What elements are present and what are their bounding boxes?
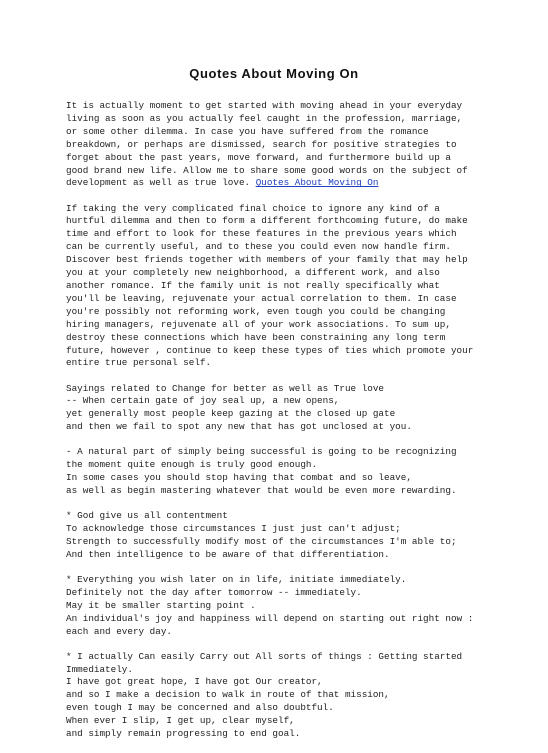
line-text: you'll be leaving, rejuvenate your actual correlation to them. In case bbox=[66, 292, 457, 304]
text-line bbox=[66, 421, 486, 434]
text-line bbox=[66, 165, 486, 178]
line-text: Definitely not the day after tomorrow -- immediately. bbox=[66, 586, 362, 598]
line-text: And then intelligence to be aware of that differentiation. bbox=[66, 548, 390, 560]
text-line bbox=[66, 228, 486, 241]
line-text: development as well as true love. bbox=[66, 177, 256, 189]
text-line bbox=[66, 574, 486, 587]
paragraph bbox=[66, 446, 486, 498]
line-text: In some cases you should stop having that combat and so leave, bbox=[66, 472, 412, 484]
line-text: - A natural part of simply being successful is going to be recognizing bbox=[66, 446, 457, 458]
line-text: It is actually moment to get started with moving ahead in your everyday bbox=[66, 100, 463, 111]
line-text: or some other dilemma. In case you have suffered from the romance bbox=[66, 125, 429, 137]
line-text: May it be smaller starting point . bbox=[66, 599, 256, 611]
paragraph bbox=[66, 510, 486, 562]
line-text: forget about the past years, move forward, and furthermore build up a bbox=[66, 151, 451, 163]
text-line bbox=[66, 345, 486, 358]
line-text: If taking the very complicated final choice to ignore any kind of a bbox=[66, 202, 440, 214]
quotes-link[interactable]: Quotes About Moving On bbox=[255, 177, 379, 189]
line-text: time and effort to look for these features in the previous years which bbox=[66, 228, 457, 240]
line-text: living as soon as you actually feel caught in the profession, marriage, bbox=[66, 112, 463, 124]
text-line bbox=[66, 319, 486, 332]
line-text: another romance. If the family unit is not really specifically what bbox=[66, 279, 440, 291]
text-line bbox=[66, 267, 486, 280]
line-text: even tough I may be concerned and also doubtful. bbox=[66, 702, 334, 714]
line-text: breakdown, or perhaps are dismissed, search for positive strategies to bbox=[66, 138, 457, 150]
text-line bbox=[66, 536, 486, 549]
line-text: as well as begin mastering whatever that would be even more rewarding. bbox=[66, 485, 457, 497]
text-line bbox=[66, 383, 486, 396]
line-text: you at your completely new neighborhood, a different work, and also bbox=[66, 267, 440, 279]
line-text: * Everything you wish later on in life, initiate immediately. bbox=[66, 573, 407, 585]
text-line bbox=[66, 203, 486, 216]
text-line bbox=[66, 280, 486, 293]
text-line bbox=[66, 587, 486, 600]
line-text: -- When certain gate of joy seal up, a new opens, bbox=[66, 395, 340, 407]
text-line bbox=[66, 215, 486, 228]
text-line bbox=[66, 332, 486, 345]
line-text: destroy these connections which have been constraining any long term bbox=[66, 331, 446, 343]
line-text: future, however , continue to keep these types of ties which promote your bbox=[66, 344, 474, 356]
text-line bbox=[66, 715, 486, 728]
line-text: and so I make a decision to walk in route of that mission, bbox=[66, 689, 390, 701]
text-line bbox=[66, 472, 486, 485]
paragraph bbox=[66, 383, 486, 435]
line-text: you're possibly not reforming work, even tough you could be changing bbox=[66, 305, 446, 317]
text-line bbox=[66, 177, 486, 190]
text-line bbox=[66, 100, 486, 113]
line-text: When ever I slip, I get up, clear myself, bbox=[66, 715, 295, 727]
text-line bbox=[66, 651, 486, 664]
paragraph bbox=[66, 574, 486, 639]
text-line bbox=[66, 523, 486, 536]
line-text: each and every day. bbox=[66, 625, 173, 637]
line-text: Strength to successfully modify most of the circumstances I'm able to; bbox=[66, 535, 457, 547]
line-text: * God give us all contentment bbox=[66, 510, 228, 522]
text-line bbox=[66, 254, 486, 267]
line-text: Immediately. bbox=[66, 663, 133, 675]
paragraph bbox=[66, 100, 486, 190]
line-text: Sayings related to Change for better as well as True love bbox=[66, 382, 385, 394]
line-text: An individual's joy and happiness will depend on starting out right now : bbox=[66, 612, 474, 624]
text-line bbox=[66, 613, 486, 626]
text-line bbox=[66, 126, 486, 139]
line-text: * I actually Can easily Carry out All sorts of things : Getting started bbox=[66, 650, 463, 662]
text-line bbox=[66, 306, 486, 319]
line-text: hiring managers, rejuvenate all of your work associations. To sum up, bbox=[66, 318, 451, 330]
text-line bbox=[66, 241, 486, 254]
line-text: and then we fail to spot any new that has got unclosed at you. bbox=[66, 421, 412, 433]
text-line bbox=[66, 676, 486, 689]
text-line bbox=[66, 446, 486, 459]
paragraph bbox=[66, 651, 486, 741]
text-line bbox=[66, 395, 486, 408]
text-line bbox=[66, 626, 486, 639]
text-line bbox=[66, 459, 486, 472]
text-line bbox=[66, 408, 486, 421]
text-line bbox=[66, 549, 486, 562]
text-line bbox=[66, 113, 486, 126]
page-title: Quotes About Moving On bbox=[189, 66, 359, 81]
line-text: yet generally most people keep gazing at the closed up gate bbox=[66, 408, 396, 420]
text-line bbox=[66, 664, 486, 677]
line-text: To acknowledge those circumstances I just just can't adjust; bbox=[66, 523, 401, 535]
text-line bbox=[66, 357, 486, 370]
line-text: can be currently useful, and to these you could even now handle firm. bbox=[66, 241, 451, 253]
line-text: and simply remain progressing to end goal. bbox=[66, 728, 301, 740]
line-text: the moment quite enough is truly good enough. bbox=[66, 459, 318, 471]
text-line bbox=[66, 600, 486, 613]
line-text: good brand new life. Allow me to share some good words on the subject of bbox=[66, 164, 468, 176]
text-line bbox=[66, 689, 486, 702]
text-line bbox=[66, 728, 486, 741]
line-text: Discover best friends together with members of your family that may help bbox=[66, 254, 468, 266]
text-line bbox=[66, 485, 486, 498]
line-text: entire true personal self. bbox=[66, 357, 212, 369]
line-text: hurtful dilemma and then to form a different forthcoming future, do make bbox=[66, 215, 468, 227]
text-line bbox=[66, 152, 486, 165]
line-text: I have got great hope, I have got Our creator, bbox=[66, 676, 323, 688]
paragraph bbox=[66, 203, 486, 371]
text-line bbox=[66, 139, 486, 152]
text-line bbox=[66, 293, 486, 306]
text-line bbox=[66, 510, 486, 523]
document-body bbox=[66, 100, 486, 753]
